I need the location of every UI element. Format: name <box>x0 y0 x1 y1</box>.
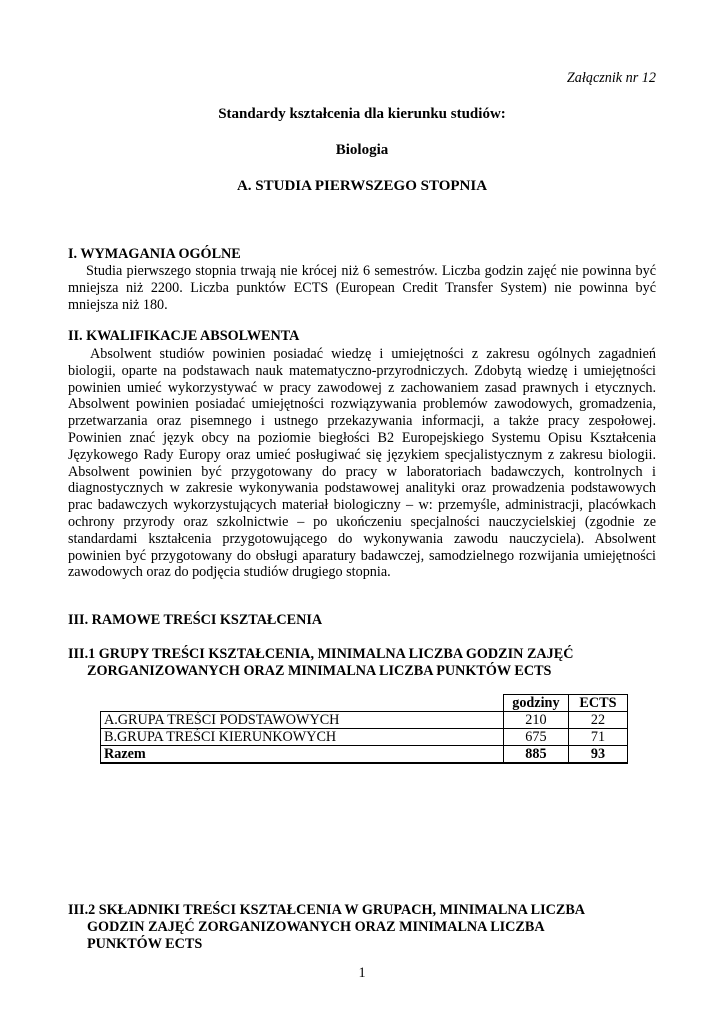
subsection-heading-3-1 <box>68 646 656 680</box>
ects-table <box>100 694 628 764</box>
row-ects: 71 <box>568 729 627 746</box>
page-number: 1 <box>358 965 366 981</box>
table-header-row <box>101 695 628 712</box>
table-row <box>101 729 628 746</box>
row-hours: 210 <box>503 712 568 729</box>
table-row <box>101 712 628 729</box>
subsection-3-2-line2: GODZIN ZAJĘĆ ZORGANIZOWANYCH ORAZ MINIMALNA LICZBA <box>87 919 545 935</box>
subsection-3-1-line2: ZORGANIZOWANYCH ORAZ MINIMALNA LICZBA PUNKTÓW ECTS <box>87 663 552 679</box>
section-heading-general-requirements: I. WYMAGANIA OGÓLNE <box>68 246 241 262</box>
subsection-3-2-line1: III.2 SKŁADNIKI TREŚCI KSZTAŁCENIA W GRUPACH, MINIMALNA LICZBA <box>68 902 586 918</box>
header-hours: godziny <box>503 695 568 712</box>
section-general-requirements <box>68 263 656 313</box>
field-of-study: Biologia <box>335 142 389 158</box>
total-label: Razem <box>101 746 504 764</box>
table-total-row <box>101 746 628 764</box>
row-hours: 675 <box>503 729 568 746</box>
row-ects: 22 <box>568 712 627 729</box>
section-graduate-qualifications <box>68 346 656 581</box>
row-name: B.GRUPA TREŚCI KIERUNKOWYCH <box>101 729 504 746</box>
subsection-3-1-line1: III.1 GRUPY TREŚCI KSZTAŁCENIA, MINIMALNA LICZBA GODZIN ZAJĘĆ <box>68 646 574 662</box>
section-heading-curriculum-framework: III. RAMOWE TREŚCI KSZTAŁCENIA <box>68 612 323 628</box>
header-ects: ECTS <box>568 695 627 712</box>
general-requirements-text: Studia pierwszego stopnia trwają nie krócej niż 6 semestrów. Liczba godzin zajęć nie powinna być mniejsza niż 2200. Liczba punktów ECTS (European Credit Transfer System) nie powinna być mniejsza niż 180. <box>68 263 656 313</box>
annex-label: Załącznik nr 12 <box>566 70 656 86</box>
subsection-heading-3-2 <box>68 902 656 953</box>
document-title: Standardy kształcenia dla kierunku studiów: <box>218 106 506 122</box>
section-heading-graduate-qualifications: II. KWALIFIKACJE ABSOLWENTA <box>68 328 300 344</box>
subsection-3-2-line3: PUNKTÓW ECTS <box>87 936 203 952</box>
total-ects: 93 <box>568 746 627 764</box>
row-name: A.GRUPA TREŚCI PODSTAWOWYCH <box>101 712 504 729</box>
table-header-blank <box>101 695 504 712</box>
total-hours: 885 <box>503 746 568 764</box>
study-level: A. STUDIA PIERWSZEGO STOPNIA <box>236 178 488 194</box>
graduate-qualifications-text: Absolwent studiów powinien posiadać wiedzę i umiejętności z zakresu ogólnych zagadnień biologii, oparte na podstawach nauk matematyczno-przyrodniczych. Zdobytą wiedzę i umiejętności powinien umieć wykorzystywać w pracy zawodowej z zachowaniem zasad prawnych i etycznych. Absolwent powinien posiadać umiejętności rozwiązywania problemów zawodowych, gromadzenia, przetwarzania oraz pisemnego i ustnego przekazywania informacji, a także pracy zespołowej. Powinien znać język obcy na poziomie biegłości B2 Europejskiego Systemu Opisu Kształcenia Językowego Rady Europy oraz umieć posługiwać się językiem specjalistycznym z zakresu biologii. Absolwent powinien być przygotowany do pracy w laboratoriach badawczych, kontrolnych i diagnostycznych w zakresie wykonywania podstawowej analityki oraz prowadzenia podstawowych prac badawczych wykorzystujących materiał biologiczny – w: przemyśle, administracji, placówkach ochrony przyrody oraz szkolnictwie – po ukończeniu specjalności nauczycielskiej (zgodnie ze standardami kształcenia przygotowującego do wykonywania zawodu nauczyciela). Absolwent powinien być przygotowany do obsługi aparatury badawczej, samodzielnego rozwijania umiejętności zawodowych oraz do podjęcia studiów drugiego stopnia. <box>68 346 656 581</box>
